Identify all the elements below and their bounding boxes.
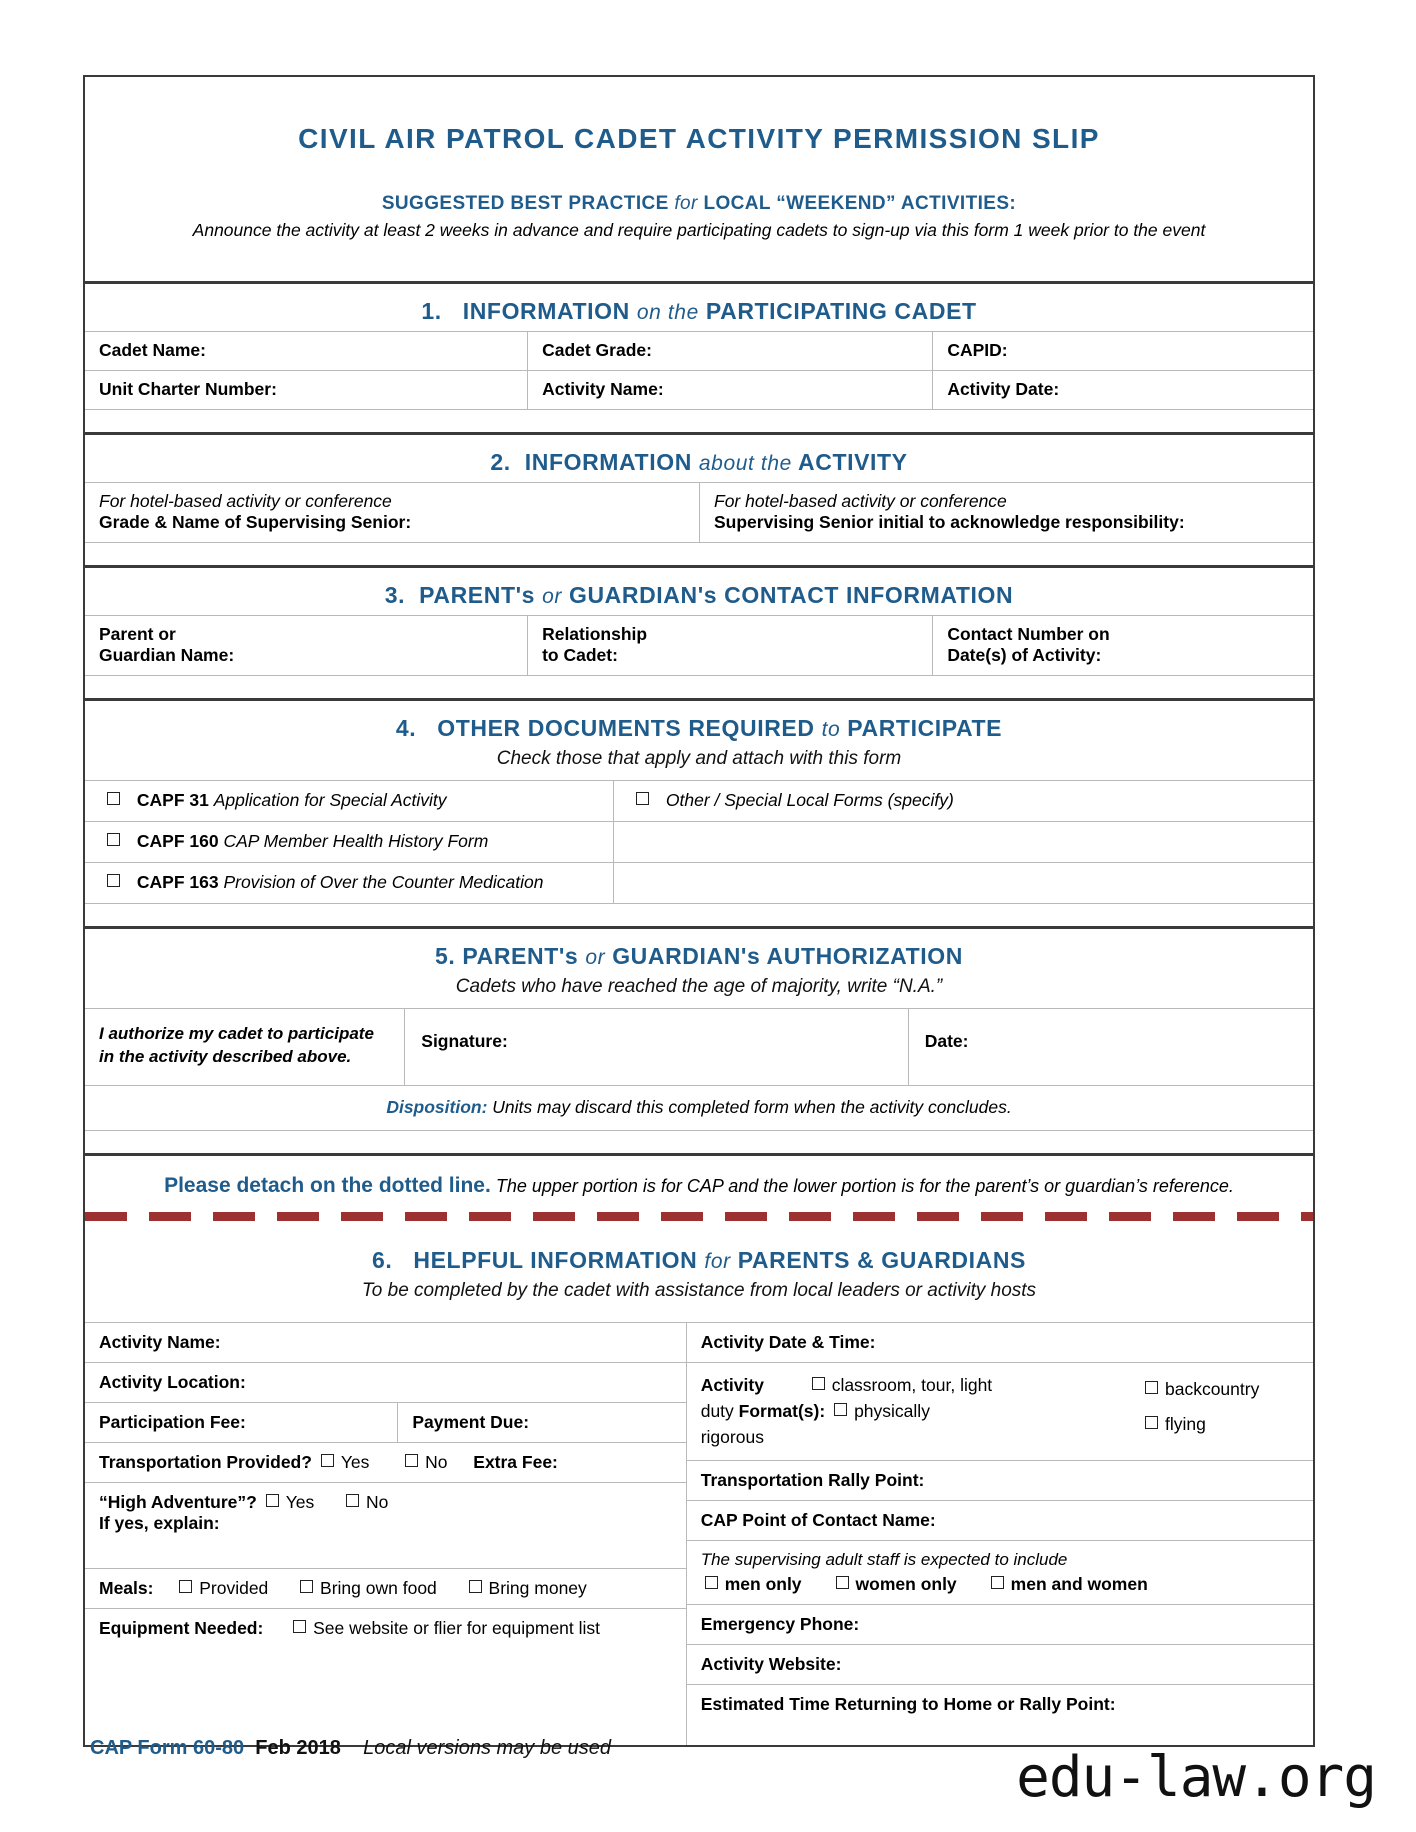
contact-line-2: Date(s) of Activity: <box>947 645 1102 665</box>
section-1-title-b: PARTICIPATING CADET <box>705 298 977 324</box>
section-2-title-b: ACTIVITY <box>798 449 908 475</box>
section-4-title-a: OTHER DOCUMENTS REQUIRED <box>437 715 815 741</box>
format-option-backcountry: backcountry <box>1164 1378 1260 1399</box>
section-4 <box>85 701 1313 929</box>
capf-163-code: CAPF 163 <box>136 872 219 892</box>
section-1-spacer <box>85 409 1313 432</box>
checkbox-icon[interactable] <box>1145 1416 1158 1429</box>
supervising-senior-row <box>85 482 1313 542</box>
section-2-spacer <box>85 542 1313 565</box>
section-2-title-lt: about the <box>698 452 792 475</box>
checkbox-icon[interactable] <box>405 1454 418 1467</box>
best-practice-rest: LOCAL “WEEKEND” ACTIVITIES: <box>703 193 1017 214</box>
transportation-no-label: No <box>425 1451 448 1472</box>
capf-160-desc: CAP Member Health History Form <box>223 831 489 851</box>
checkbox-icon[interactable] <box>179 1580 192 1593</box>
section-3-spacer <box>85 675 1313 698</box>
checkbox-icon[interactable] <box>836 1576 849 1589</box>
meals-option-provided: Provided <box>199 1577 269 1598</box>
activity-format-side <box>1135 1372 1301 1451</box>
capf-160-code: CAPF 160 <box>136 831 219 851</box>
checkbox-icon[interactable] <box>834 1403 847 1416</box>
section-6-title <box>85 1221 1313 1280</box>
capf-31-code: CAPF 31 <box>136 790 209 810</box>
detach-strong: Please detach on the dotted line. <box>164 1173 491 1197</box>
field-cadet-grade[interactable]: Cadet Grade: <box>527 332 932 370</box>
parent-name-line-2: Guardian Name: <box>99 645 235 665</box>
section-1-title-lt: on the <box>636 301 699 324</box>
section-3-title-lt: or <box>542 585 562 608</box>
section-5-number: 5. <box>435 943 456 969</box>
high-adventure-no-label: No <box>366 1491 389 1512</box>
supervising-senior-initial-label: Supervising Senior initial to acknowledge responsibility: <box>714 512 1185 532</box>
parent-contact-row <box>85 615 1313 675</box>
field-participation-fee[interactable]: Participation Fee: <box>99 1411 246 1432</box>
section-5-spacer <box>85 1130 1313 1153</box>
field-supervising-senior-initial[interactable] <box>699 483 1313 542</box>
section-4-title-b: PARTICIPATE <box>847 715 1003 741</box>
checkbox-capf-31[interactable] <box>85 781 613 821</box>
meals-row[interactable] <box>85 1568 686 1608</box>
checkbox-icon[interactable] <box>991 1576 1004 1589</box>
high-adventure-yes-label: Yes <box>285 1491 315 1512</box>
supervising-senior-label: Grade & Name of Supervising Senior: <box>99 512 412 532</box>
checkbox-icon[interactable] <box>469 1580 482 1593</box>
form-footer <box>90 1737 611 1760</box>
relationship-line-2: to Cadet: <box>542 645 618 665</box>
helpful-info-table <box>85 1322 1313 1745</box>
detach-rest: The upper portion is for CAP and the lower portion is for the parent’s or guardian’s reference. <box>495 1175 1234 1196</box>
other-forms-blank-cell[interactable] <box>613 822 1313 862</box>
document-checkbox-row <box>85 862 1313 903</box>
best-practice-for: for <box>674 193 698 214</box>
activity-word: Activity <box>700 1374 764 1395</box>
checkbox-capf-160[interactable] <box>85 822 613 862</box>
equipment-label: Equipment Needed: <box>99 1617 264 1638</box>
checkbox-icon[interactable] <box>266 1494 279 1507</box>
activity-format-row[interactable] <box>687 1362 1313 1460</box>
format-option-rigorous-cont: rigorous <box>700 1427 764 1448</box>
section-3-title <box>85 568 1313 615</box>
authorization-row <box>85 1008 1313 1085</box>
authorization-statement: I authorize my cadet to participate in the activity described above. <box>99 1024 374 1066</box>
section-4-number: 4. <box>395 715 417 741</box>
staff-option-men-only-label: men only <box>724 1573 802 1594</box>
staff-option-men-and-women-label: men and women <box>1010 1573 1148 1594</box>
relationship-line-1: Relationship <box>542 624 648 644</box>
detach-dashed-line <box>85 1212 1313 1221</box>
section-1-title-a: INFORMATION <box>462 298 630 324</box>
watermark: edu-law.org <box>1016 1745 1376 1810</box>
checkbox-icon[interactable] <box>705 1576 718 1589</box>
cadet-info-row-2 <box>85 370 1313 409</box>
section-5 <box>85 929 1313 1156</box>
checkbox-icon[interactable] <box>300 1580 313 1593</box>
document-header <box>85 77 1313 284</box>
field-signature-date[interactable]: Date: <box>908 1009 1313 1085</box>
section-4-title-lt: to <box>821 718 841 741</box>
field-transportation-rally-point[interactable]: Transportation Rally Point: <box>687 1460 1313 1500</box>
section-6-title-lt: for <box>704 1249 731 1273</box>
staff-option-men-and-women[interactable] <box>987 1574 1148 1595</box>
supervising-senior-initial-note: For hotel-based activity or conference <box>714 491 1007 511</box>
transportation-provided-row[interactable] <box>85 1442 686 1482</box>
other-forms-label: Other / Special Local Forms (specify) <box>665 790 954 810</box>
section-3-number: 3. <box>384 582 406 608</box>
form-frame <box>83 75 1315 1747</box>
section-1-title <box>85 284 1313 331</box>
meals-option-bring-money: Bring money <box>488 1577 587 1598</box>
section-6-title-b: PARENTS & GUARDIANS <box>737 1246 1026 1273</box>
checkbox-icon[interactable] <box>636 792 649 805</box>
form-date: Feb 2018 <box>255 1737 341 1759</box>
fee-row <box>85 1402 686 1442</box>
helpful-info-right-column <box>687 1323 1313 1745</box>
section-6-number: 6. <box>372 1246 393 1273</box>
checkbox-capf-163[interactable] <box>85 863 613 903</box>
section-3 <box>85 568 1313 701</box>
field-parent-guardian-name[interactable] <box>85 616 527 675</box>
field-relationship-to-cadet[interactable] <box>527 616 932 675</box>
equipment-row[interactable] <box>85 1608 686 1669</box>
announcement-text: Announce the activity at least 2 weeks in advance and require participating cadets to sign-up via this form 1 week prior to the event <box>192 220 1206 240</box>
section-4-title <box>85 701 1313 748</box>
field-extra-fee[interactable]: Extra Fee: <box>473 1451 558 1472</box>
section-5-title <box>85 929 1313 976</box>
disposition-text: Units may discard this completed form when the activity concludes. <box>492 1096 1012 1117</box>
capf-31-desc: Application for Special Activity <box>213 790 447 810</box>
field-emergency-phone[interactable]: Emergency Phone: <box>687 1604 1313 1644</box>
staff-options <box>701 1574 1301 1595</box>
form-note: Local versions may be used <box>363 1737 612 1759</box>
best-practice-heading <box>85 155 1313 215</box>
section-6 <box>85 1156 1313 1745</box>
checkbox-icon[interactable] <box>107 874 120 887</box>
cadet-info-row-1 <box>85 331 1313 370</box>
field-capid[interactable]: CAPID: <box>932 332 1313 370</box>
field-activity-date[interactable]: Activity Date: <box>932 371 1313 409</box>
staff-option-men-only[interactable] <box>701 1574 802 1595</box>
field-estimated-return-time[interactable]: Estimated Time Returning to Home or Rally Point: <box>687 1684 1313 1745</box>
page-title: CIVIL AIR PATROL CADET ACTIVITY PERMISSION SLIP <box>298 123 1100 154</box>
detach-instruction <box>85 1156 1313 1208</box>
helpful-info-left-column <box>85 1323 687 1745</box>
section-2-title <box>85 435 1313 482</box>
field-signature[interactable]: Signature: <box>404 1009 907 1085</box>
high-adventure-label: “High Adventure”? <box>99 1491 257 1512</box>
field-activity-location[interactable]: Activity Location: <box>85 1362 686 1402</box>
field-activity-name-6[interactable]: Activity Name: <box>99 1331 221 1352</box>
field-activity-date-time[interactable]: Activity Date & Time: <box>700 1331 876 1352</box>
section-4-subtitle: Check those that apply and attach with this form <box>496 748 902 769</box>
formats-word: Format(s): <box>738 1401 826 1422</box>
checkbox-other-forms[interactable] <box>613 781 1313 821</box>
format-option-flying: flying <box>1164 1413 1206 1434</box>
section-3-title-a: PARENT's <box>419 582 536 608</box>
checkbox-icon[interactable] <box>346 1494 359 1507</box>
transportation-provided-label: Transportation Provided? <box>99 1451 312 1472</box>
section-2-number: 2. <box>490 449 511 475</box>
section-1 <box>85 284 1313 435</box>
field-unit-charter-number[interactable]: Unit Charter Number: <box>99 379 277 399</box>
section-4-spacer <box>85 903 1313 926</box>
best-practice-label: SUGGESTED BEST PRACTICE <box>381 193 669 214</box>
field-cap-point-of-contact[interactable]: CAP Point of Contact Name: <box>687 1500 1313 1540</box>
section-5-subtitle: Cadets who have reached the age of majority, write “N.A.” <box>455 976 943 997</box>
meals-label: Meals: <box>99 1577 154 1598</box>
duty-word: duty <box>700 1401 734 1422</box>
checkbox-icon[interactable] <box>293 1620 306 1633</box>
format-option-classroom: classroom, tour, light <box>831 1374 993 1395</box>
field-activity-website[interactable]: Activity Website: <box>687 1644 1313 1684</box>
meals-option-own-food: Bring own food <box>320 1577 437 1598</box>
capf-163-desc: Provision of Over the Counter Medication <box>223 872 544 892</box>
if-yes-explain-label: If yes, explain: <box>99 1512 220 1533</box>
section-5-title-lt: or <box>585 946 606 969</box>
transportation-yes-label: Yes <box>340 1451 370 1472</box>
supervising-staff-row[interactable] <box>687 1540 1313 1604</box>
staff-note: The supervising adult staff is expected to include <box>700 1549 1068 1569</box>
field-payment-due[interactable]: Payment Due: <box>397 1403 685 1442</box>
document-checkbox-row <box>85 821 1313 862</box>
format-option-physically: physically <box>854 1401 930 1422</box>
checkbox-icon[interactable] <box>812 1377 825 1390</box>
field-cadet-name[interactable]: Cadet Name: <box>99 340 206 360</box>
form-id: CAP Form 60-80 <box>90 1737 245 1759</box>
section-3-title-b: GUARDIAN's CONTACT INFORMATION <box>568 582 1014 608</box>
section-6-subtitle: To be completed by the cadet with assistance from local leaders or activity hosts <box>361 1279 1037 1301</box>
document-checkbox-row <box>85 780 1313 821</box>
field-supervising-senior-name[interactable] <box>85 483 699 542</box>
supervising-senior-note: For hotel-based activity or conference <box>99 491 392 511</box>
section-5-title-b: GUARDIAN's AUTHORIZATION <box>612 943 963 969</box>
section-1-number: 1. <box>421 298 442 324</box>
staff-option-women-only[interactable] <box>832 1574 957 1595</box>
equipment-option-website: See website or flier for equipment list <box>313 1617 601 1638</box>
checkbox-icon[interactable] <box>1145 1381 1158 1394</box>
staff-option-women-only-label: women only <box>855 1573 957 1594</box>
high-adventure-row[interactable] <box>85 1482 686 1568</box>
contact-line-1: Contact Number on <box>947 624 1110 644</box>
checkbox-icon[interactable] <box>107 792 120 805</box>
section-2-title-a: INFORMATION <box>524 449 692 475</box>
checkbox-icon[interactable] <box>107 833 120 846</box>
field-contact-number[interactable] <box>932 616 1313 675</box>
disposition-note <box>85 1085 1313 1130</box>
activity-format-main <box>701 1372 1135 1451</box>
section-6-title-a: HELPFUL INFORMATION <box>413 1246 698 1273</box>
parent-name-line-1: Parent or <box>99 624 176 644</box>
section-2 <box>85 435 1313 568</box>
checkbox-icon[interactable] <box>321 1454 334 1467</box>
other-forms-blank-cell-2[interactable] <box>613 863 1313 903</box>
field-activity-name[interactable]: Activity Name: <box>527 371 932 409</box>
disposition-label: Disposition: <box>386 1096 488 1117</box>
section-5-title-a: PARENT's <box>462 943 579 969</box>
